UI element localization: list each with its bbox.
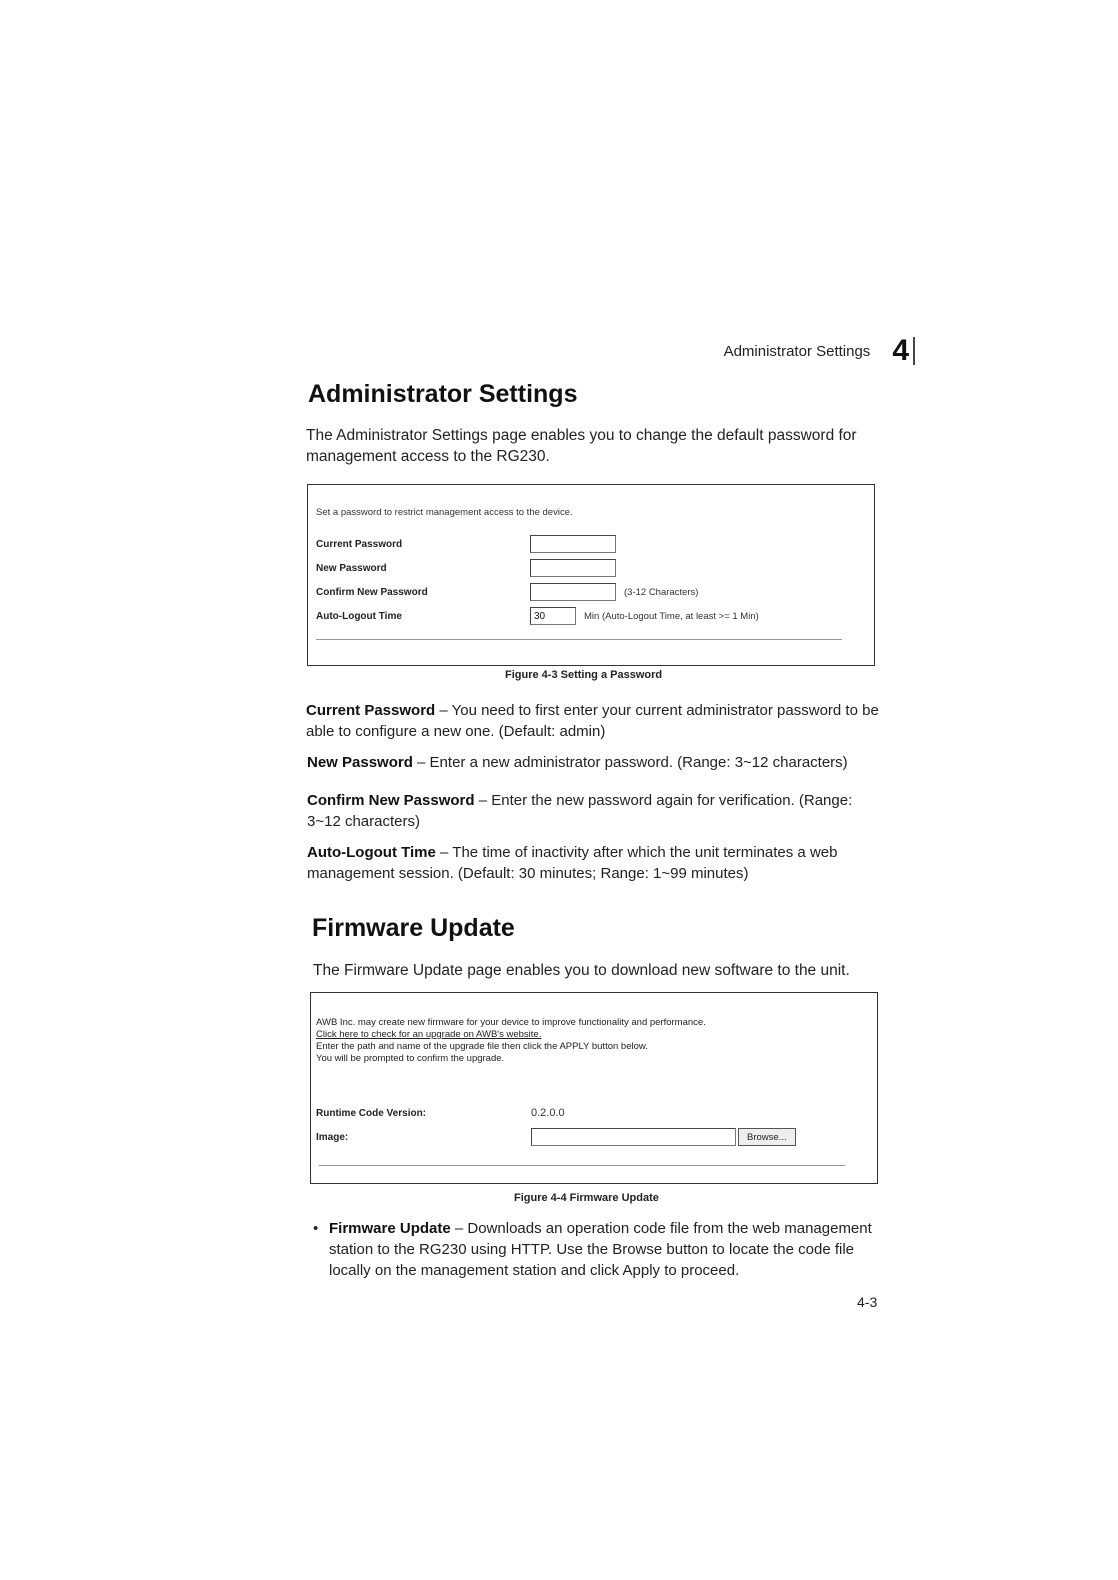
figure-divider <box>319 1165 845 1166</box>
definition-term: New Password <box>307 754 413 771</box>
definition-confirm-password <box>307 790 882 832</box>
figure-intro-text: Set a password to restrict management access to the device. <box>316 507 573 518</box>
runtime-version-row <box>316 1101 565 1125</box>
bullet-firmware-update <box>313 1218 883 1281</box>
figure-divider <box>316 639 842 640</box>
check-upgrade-link[interactable]: Click here to check for an upgrade on AWB's website. <box>316 1029 542 1040</box>
current-password-row <box>316 533 616 555</box>
definition-current-password <box>306 700 881 742</box>
runtime-version-label: Runtime Code Version: <box>316 1107 427 1119</box>
running-header-title: Administrator Settings <box>723 342 871 360</box>
current-password-input[interactable] <box>530 535 616 553</box>
bullet-content <box>329 1218 883 1281</box>
runtime-version-value: 0.2.0.0 <box>531 1107 565 1119</box>
image-file-input[interactable] <box>531 1128 736 1146</box>
current-password-label: Current Password <box>316 538 403 550</box>
confirm-password-label: Confirm New Password <box>316 586 428 598</box>
image-row <box>316 1125 796 1149</box>
confirm-password-row <box>316 581 698 603</box>
definition-text: – Enter the new password again for verification. (Range: 3~12 characters) <box>307 792 853 830</box>
definition-term: Auto-Logout Time <box>307 844 436 861</box>
admin-intro-paragraph: The Administrator Settings page enables you to change the default password for management access to the RG230. <box>306 427 857 465</box>
password-length-note: (3-12 Characters) <box>624 586 699 598</box>
auto-logout-input[interactable]: 30 <box>530 607 576 625</box>
definition-text: – Enter a new administrator password. (Range: 3~12 characters) <box>412 754 848 771</box>
running-header <box>700 333 915 369</box>
definition-text: – The time of inactivity after which the unit terminates a web management session. (Default: 30 minutes; Range: 1~99 minutes) <box>307 844 838 882</box>
figure-firmware-update <box>310 992 878 1184</box>
new-password-label: New Password <box>316 562 387 574</box>
auto-logout-note: Min (Auto-Logout Time, at least >= 1 Min) <box>584 610 759 622</box>
firmware-instructions <box>316 1017 836 1065</box>
definition-text: – You need to first enter your current administrator password to be able to configure a new one. (Default: admin) <box>306 702 879 740</box>
page-number: 4-3 <box>857 1294 878 1310</box>
figure-caption-4-3: Figure 4-3 Setting a Password <box>505 669 663 681</box>
bullet-dot-icon: • <box>313 1220 319 1237</box>
confirm-password-input[interactable] <box>530 583 616 601</box>
image-label: Image: <box>316 1131 349 1143</box>
firmware-notice-line: AWB Inc. may create new firmware for your device to improve functionality and performance. <box>316 1017 706 1028</box>
firmware-intro-paragraph: The Firmware Update page enables you to download new software to the unit. <box>313 962 850 979</box>
chapter-marker-rule <box>913 337 915 365</box>
firmware-confirm-line: You will be prompted to confirm the upgrade. <box>316 1053 505 1064</box>
definition-term: Current Password <box>306 702 436 719</box>
figure-setting-password <box>307 484 875 666</box>
chapter-number: 4 <box>892 334 909 367</box>
new-password-input[interactable] <box>530 559 616 577</box>
bullet-term: Firmware Update <box>329 1220 451 1237</box>
definition-new-password <box>307 752 882 773</box>
section-title-admin: Administrator Settings <box>308 380 578 408</box>
section-title-firmware: Firmware Update <box>312 914 515 942</box>
definition-auto-logout <box>307 842 882 884</box>
browse-button[interactable]: Browse... <box>738 1128 796 1146</box>
new-password-row <box>316 557 616 579</box>
auto-logout-row <box>316 605 759 627</box>
figure-caption-4-4: Figure 4-4 Firmware Update <box>514 1192 659 1204</box>
auto-logout-label: Auto-Logout Time <box>316 610 402 622</box>
definition-term: Confirm New Password <box>307 792 475 809</box>
firmware-instruction-line: Enter the path and name of the upgrade file then click the APPLY button below. <box>316 1041 648 1052</box>
bullet-text: – Downloads an operation code file from the web management station to the RG230 using HTTP. Use the Browse button to locate the code file locally on the management station and click Apply to proceed. <box>329 1220 872 1279</box>
